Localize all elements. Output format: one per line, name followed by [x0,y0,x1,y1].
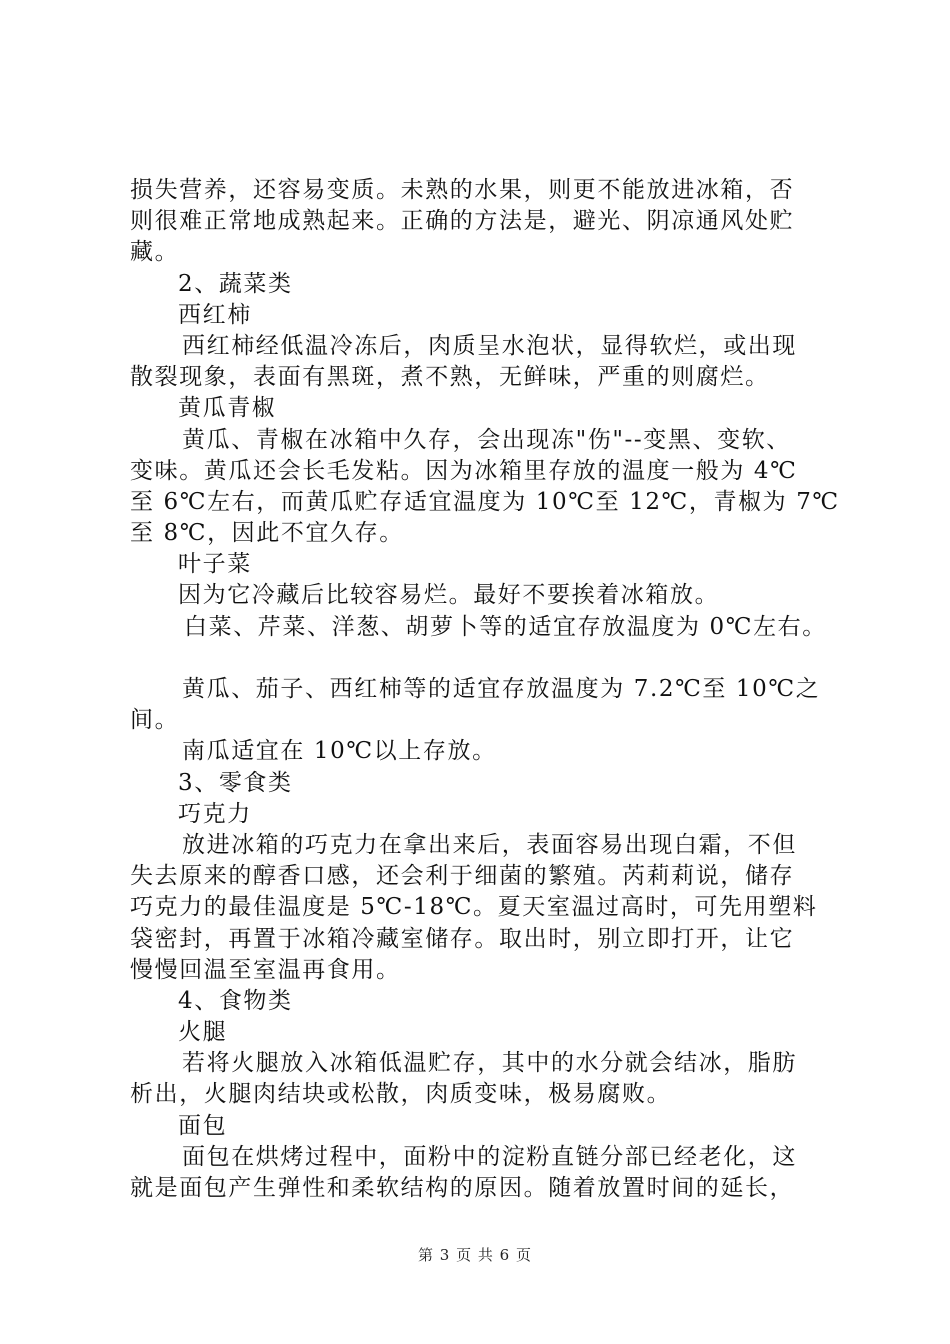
section-heading: 3、零食类 [178,769,293,796]
subsection-heading: 叶子菜 [178,551,252,578]
text-line: 放进冰箱的巧克力在拿出来后，表面容易出现白霜，不但 [182,831,797,858]
text-line: 损失营养，还容易变质。未熟的水果，则更不能放进冰箱，否 [130,177,795,203]
section-heading: 2、蔬菜类 [178,270,293,297]
text-line: 南瓜适宜在 10℃以上存放。 [182,738,497,765]
subsection-heading: 巧克力 [178,800,252,827]
text-line: 因为它冷藏后比较容易烂。最好不要挨着冰箱放。 [178,582,720,609]
text-line: 散裂现象，表面有黑斑，煮不熟，无鲜味，严重的则腐烂。 [130,364,770,391]
text-line: 黄瓜、青椒在冰箱中久存，会出现冻"伤"--变黑、变软、 [182,426,791,453]
text-line: 则很难正常地成熟起来。正确的方法是，避光、阴凉通风处贮 [130,208,795,235]
page-number-label: 第 3 页 共 6 页 [418,1246,532,1264]
subsection-heading: 黄瓜青椒 [178,395,277,422]
page-footer [0,1244,950,1265]
subsection-heading: 面包 [178,1112,228,1139]
subsection-heading: 西红柿 [178,301,252,328]
section-heading: 4、食物类 [178,987,293,1014]
text-line: 变味。黄瓜还会长毛发粘。因为冰箱里存放的温度一般为 4℃ [130,457,798,484]
document-body [130,175,840,1204]
blank-line [130,643,840,674]
text-line: 黄瓜、茄子、西红柿等的适宜存放温度为 7.2℃至 10℃之 [182,676,821,702]
text-line: 面包在烘烤过程中，面粉中的淀粉直链分部已经老化，这 [182,1143,797,1170]
text-line: 慢慢回温至室温再食用。 [130,956,401,983]
text-line: 至 8℃，因此不宜久存。 [130,520,404,547]
text-line: 至 6℃左右，而黄瓜贮存适宜温度为 10℃至 12℃，青椒为 7℃ [130,488,840,515]
text-line: 失去原来的醇香口感，还会利于细菌的繁殖。芮莉莉说，储存 [130,863,795,890]
text-line: 白菜、芹菜、洋葱、胡萝卜等的适宜存放温度为 0℃左右。 [184,613,827,640]
text-line: 就是面包产生弹性和柔软结构的原因。随着放置时间的延长， [130,1175,795,1201]
text-line: 析出，火腿肉结块或松散，肉质变味，极易腐败。 [130,1081,672,1108]
text-line: 巧克力的最佳温度是 5℃-18℃。夏天室温过高时，可先用塑料 [130,894,818,921]
subsection-heading: 火腿 [178,1019,228,1046]
text-line: 间。 [130,707,180,734]
text-line: 袋密封，再置于冰箱冷藏室储存。取出时，别立即打开，让它 [130,925,795,952]
text-line: 西红柿经低温冷冻后，肉质呈水泡状，显得软烂，或出现 [182,332,797,359]
text-line: 若将火腿放入冰箱低温贮存，其中的水分就会结冰，脂肪 [182,1050,797,1077]
text-line: 藏。 [130,239,180,266]
